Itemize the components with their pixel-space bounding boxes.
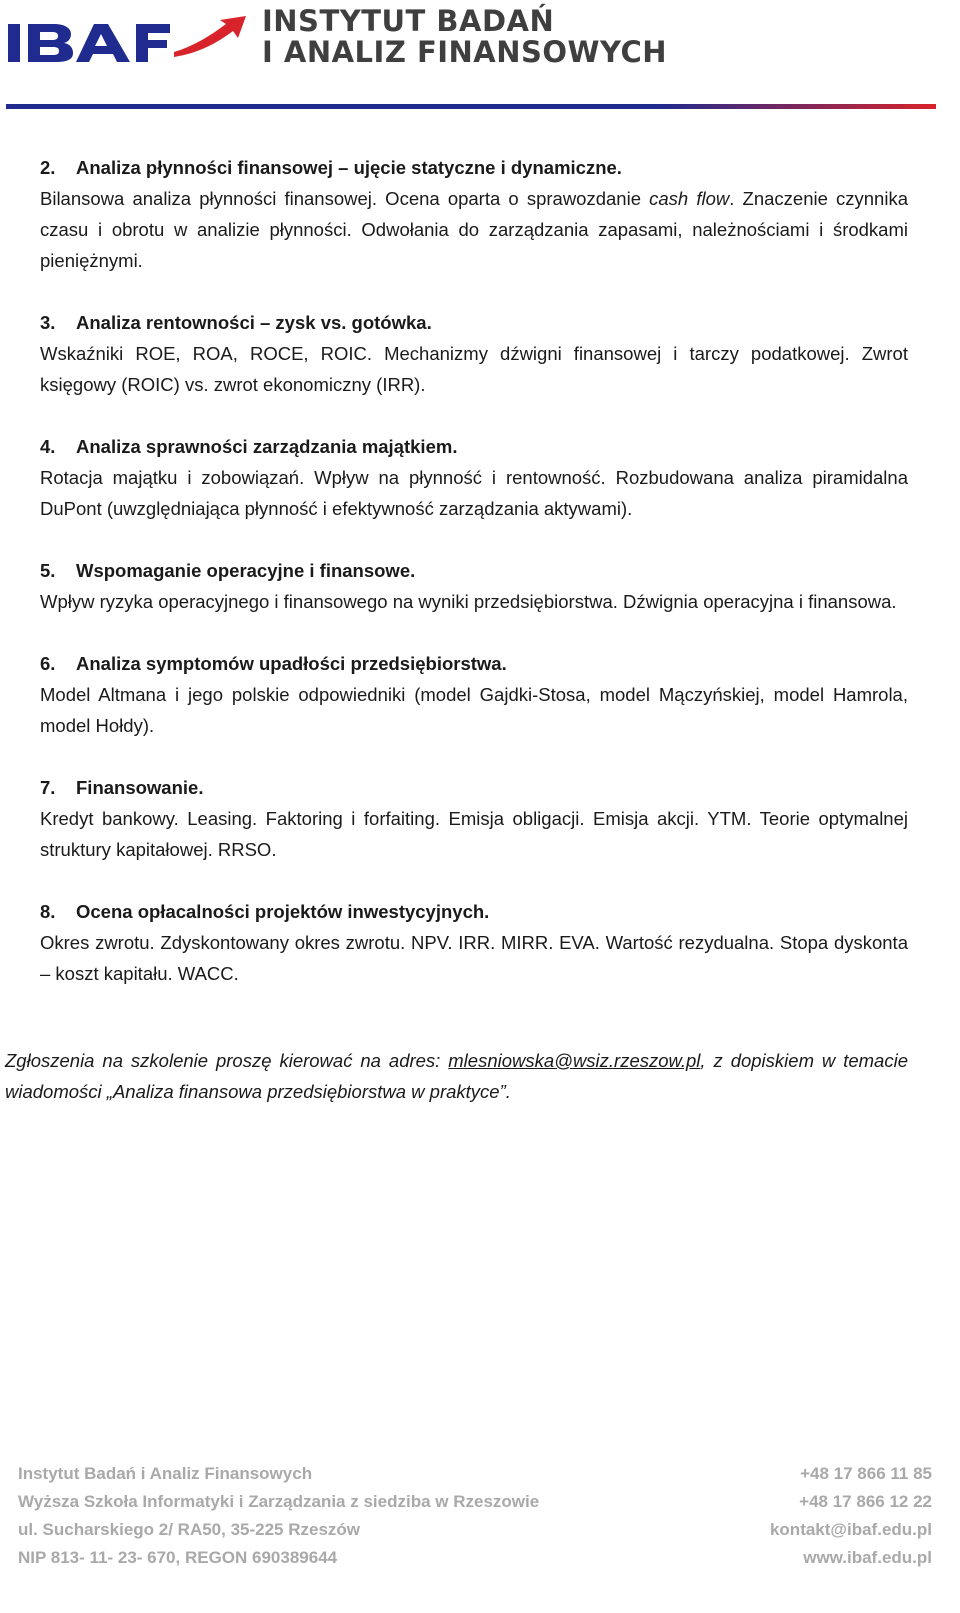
footer-row [18, 1460, 932, 1488]
section-body-italic: cash flow [649, 188, 730, 209]
section-title [40, 152, 908, 183]
section-title [40, 307, 908, 338]
footer-website: www.ibaf.edu.pl [803, 1548, 932, 1567]
section-body-text: . Znaczenie czynnika czasu i obrotu w analizie płynności. Odwołania do zarządzania zapasami, należnościami i środkami pieniężnymi. [40, 188, 908, 271]
section-title [40, 555, 908, 586]
section-4 [40, 431, 908, 524]
section-number: 3. [40, 312, 56, 333]
section-8 [40, 896, 908, 989]
section-body-text: Bilansowa analiza płynności finansowej. Ocena oparta o sprawozdanie [40, 188, 650, 209]
section-body: Model Altmana i jego polskie odpowiedniki (model Gajdki-Stosa, model Mączyńskiej, model Hamrola, model Hołdy). [40, 684, 908, 736]
section-body: Okres zwrotu. Zdyskontowany okres zwrotu. NPV. IRR. MIRR. EVA. Wartość rezydualna. Stopa dyskonta – koszt kapitału. WACC. [40, 932, 908, 984]
footer-university: Wyższa Szkoła Informatyki i Zarządzania z siedziba w Rzeszowie [18, 1492, 540, 1511]
institute-name-line2: I ANALIZ FINANSOWYCH [262, 35, 668, 69]
registration-note [5, 1045, 908, 1107]
header-divider [6, 104, 936, 109]
section-number: 2. [40, 157, 56, 178]
section-title-text: Finansowanie. [76, 777, 204, 798]
section-body: Rotacja majątku i zobowiązań. Wpływ na płynność i rentowność. Rozbudowana analiza piramidalna DuPont (uwzględniająca płynność i efektywność zarządzania aktywami). [40, 467, 908, 519]
section-body [40, 183, 908, 276]
footer-phone-2: +48 17 866 12 22 [799, 1492, 932, 1511]
footer-row [18, 1544, 932, 1572]
page-header [0, 0, 960, 115]
section-7 [40, 772, 908, 865]
footer-row [18, 1488, 932, 1516]
section-body: Kredyt bankowy. Leasing. Faktoring i forfaiting. Emisja obligacji. Emisja akcji. YTM. Teorie optymalnej struktury kapitałowej. RRSO. [40, 808, 908, 860]
section-number: 6. [40, 653, 56, 674]
section-2 [40, 152, 908, 276]
section-title [40, 431, 908, 462]
section-title [40, 896, 908, 927]
section-6 [40, 648, 908, 741]
section-title [40, 772, 908, 803]
section-number: 5. [40, 560, 56, 581]
footer-institute: Instytut Badań i Analiz Finansowych [18, 1464, 313, 1483]
email-link[interactable]: mlesniowska@wsiz.rzeszow.pl [448, 1050, 701, 1071]
institute-name-line1: INSTYTUT BADAŃ [262, 4, 555, 38]
section-3 [40, 307, 908, 400]
ibaf-logo [6, 12, 256, 72]
section-title-text: Analiza rentowności – zysk vs. gotówka. [76, 312, 432, 333]
section-5 [40, 555, 908, 617]
footer-row [18, 1516, 932, 1544]
section-title [40, 648, 908, 679]
section-number: 4. [40, 436, 56, 457]
footer-tax-ids: NIP 813- 11- 23- 670, REGON 690389644 [18, 1548, 338, 1567]
section-title-text: Analiza sprawności zarządzania majątkiem. [76, 436, 458, 457]
section-title-text: Wspomaganie operacyjne i finansowe. [76, 560, 416, 581]
footer-email: kontakt@ibaf.edu.pl [769, 1520, 932, 1539]
section-title-text: Analiza symptomów upadłości przedsiębiorstwa. [76, 653, 507, 674]
section-number: 7. [40, 777, 56, 798]
section-body: Wpływ ryzyka operacyjnego i finansowego na wyniki przedsiębiorstwa. Dźwignia operacyjna i finansowa. [40, 591, 897, 612]
registration-text: Zgłoszenia na szkolenie proszę kierować na adres: [5, 1050, 449, 1071]
registration-text: , z dopiskiem w temacie wiadomości „Analiza finansowa przedsiębiorstwa w praktyce”. [5, 1050, 908, 1102]
course-program [40, 152, 908, 1020]
section-body: Wskaźniki ROE, ROA, ROCE, ROIC. Mechanizmy dźwigni finansowej i tarczy podatkowej. Zwrot księgowy (ROIC) vs. zwrot ekonomiczny (IRR). [40, 343, 908, 395]
section-number: 8. [40, 901, 56, 922]
footer-phone-1: +48 17 866 11 85 [800, 1464, 932, 1483]
page-footer [18, 1460, 932, 1572]
section-title-text: Ocena opłacalności projektów inwestycyjnych. [76, 901, 490, 922]
section-title-text: Analiza płynności finansowej – ujęcie statyczne i dynamiczne. [76, 157, 622, 178]
footer-address: ul. Sucharskiego 2/ RA50, 35-225 Rzeszów [18, 1520, 361, 1539]
institute-name [262, 6, 722, 72]
